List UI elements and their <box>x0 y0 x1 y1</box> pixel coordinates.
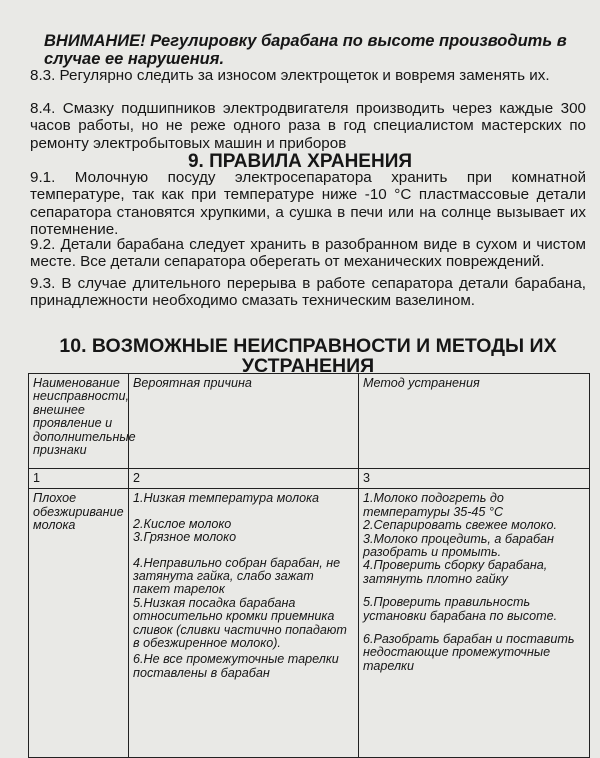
remedy-item: 3.Молоко процедить, а барабан разобрать и промыть. <box>363 531 554 560</box>
remedy-item: 6.Разобрать барабан и поставить недостающие промежуточные тарелки <box>363 632 575 673</box>
table-row <box>29 489 590 758</box>
cause-item: 5.Низкая посадка барабана относительно кромки приемника сливок (сливки частично попадают в обезжиренное молоко). <box>133 595 347 651</box>
heading-storage-rules: 9. ПРАВИЛА ХРАНЕНИЯ <box>187 151 413 172</box>
column-number: 2 <box>129 469 359 489</box>
column-number: 3 <box>359 469 590 489</box>
header-remedy: Метод устранения <box>359 374 590 469</box>
table-header-row <box>29 374 590 469</box>
column-number: 1 <box>29 469 129 489</box>
heading-faults: 10. ВОЗМОЖНЫЕ НЕИСПРАВНОСТИ И МЕТОДЫ ИХ УСТРАНЕНИЯ <box>59 335 557 377</box>
warning-note: ВНИМАНИЕ! Регулировку барабана по высоте производить в случае ее нарушения. <box>44 32 567 68</box>
remedy-item: 5.Проверить правильность установки барабана по высоте. <box>363 595 558 623</box>
cause-item: 2.Кислое молоко <box>133 516 232 531</box>
header-cause: Вероятная причина <box>129 374 359 469</box>
table-number-row <box>29 469 590 489</box>
cause-item: 4.Неправильно собран барабан, не затянута гайка, слабо зажат пакет тарелок <box>133 555 341 597</box>
fault-cell: Плохое обезжиривание молока <box>29 489 129 758</box>
section-9-1: 9.1. Молочную посуду электросепаратора хранить при комнатной температуре, так как при температуре ниже -10 °С пластмассовые детали сепаратора становятся хрупкими, а сушка в печи или на солнце вызывает их потемнение. <box>30 169 586 239</box>
section-9-2: 9.2. Детали барабана следует хранить в разобранном виде в сухом и чистом месте. Все детали сепаратора оберегать от механических повреждений. <box>30 236 586 271</box>
faults-table <box>28 373 590 758</box>
section-8-3: 8.3. Регулярно следить за износом электрощеток и вовремя заменять их. <box>30 67 550 84</box>
cause-item: 3.Грязное молоко <box>133 530 237 545</box>
remedy-item: 1.Молоко подогреть до температуры 35-45 °С <box>363 491 504 519</box>
remedy-item: 2.Сепарировать свежее молоко. <box>363 518 558 533</box>
section-8-4: 8.4. Смазку подшипников электродвигателя производить через каждые 300 часов работы, но не реже одного раза в год специалистом мастерских по ремонту электробытовых машин и приборов <box>30 100 586 152</box>
causes-cell <box>129 489 359 758</box>
remedy-item: 4.Проверить сборку барабана, затянуть плотно гайку <box>363 558 548 586</box>
header-fault: Наименование неисправности, внешнее проявление и дополнительные признаки <box>29 374 129 469</box>
section-9-3: 9.3. В случае длительного перерыва в работе сепаратора детали барабана, принадлежности необходимо смазать техническим вазелином. <box>30 275 586 310</box>
cause-item: 6.Не все промежуточные тарелки поставлены в барабан <box>133 652 339 680</box>
remedies-cell <box>359 489 590 758</box>
cause-item: 1.Низкая температура молока <box>133 491 320 506</box>
